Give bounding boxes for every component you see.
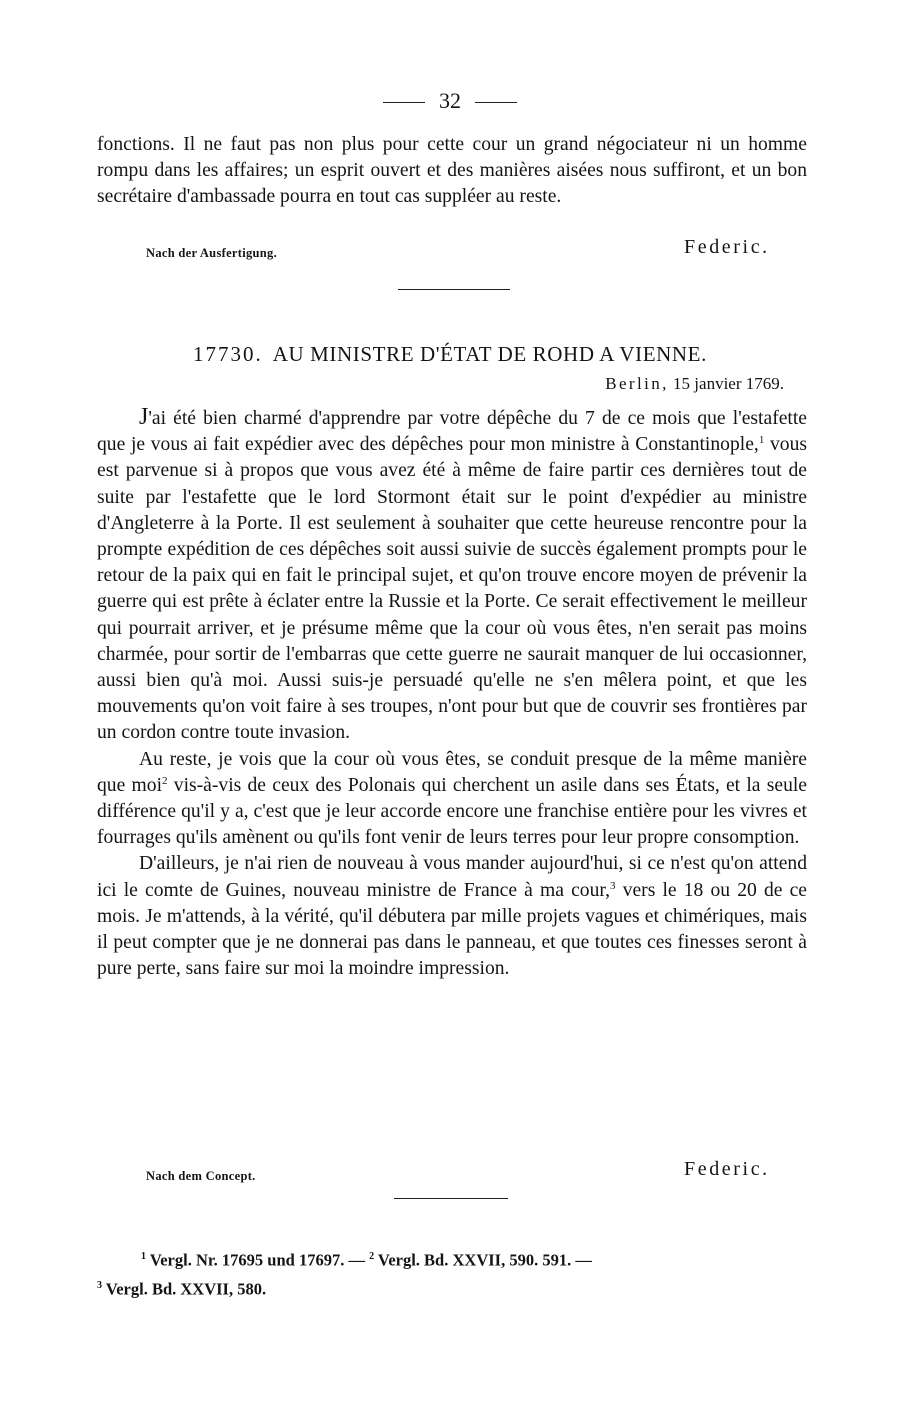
letter2-number: 17730. [193, 342, 263, 366]
letter2-body [97, 404, 807, 982]
letter1-closing-paragraph: fonctions. Il ne faut pas non plus pour cette cour un grand négociateur ni un homme rompu dans les affaires; un esprit ouvert et des manières aisées nous suffiront, et un bon secrétaire d'ambassade pourra en tout cas suppléer au reste. [97, 134, 807, 208]
footnote-3-text: Vergl. Bd. XXVII, 580. [102, 1279, 267, 1298]
separator-rule-1 [398, 289, 510, 290]
letter2-signature: Federic. [684, 1158, 770, 1180]
letter2-dateline [605, 374, 784, 394]
letter2-paragraph-3-part-1: D'ailleurs, je n'ai rien de nouveau à vous mander aujourd'hui, si ce n'est qu'on attend ici le comte de Guines, nouveau ministre de France à ma cour, [97, 853, 807, 901]
letter2-initial: J [139, 404, 149, 430]
page-number-dash-right [475, 102, 517, 103]
letter2-title: AU MINISTRE D'ÉTAT DE ROHD A VIENNE. [272, 342, 707, 366]
footnote-ref-2: 2 [162, 774, 168, 787]
separator-rule-2 [394, 1198, 508, 1199]
page-number-text: 32 [439, 88, 461, 113]
footnote-mark-3: 3 [97, 1279, 102, 1291]
letter2-paragraph-2 [97, 747, 807, 852]
letter2-paragraph-2-part-2: vis-à-vis de ceux des Polonais qui cherchent un asile dans ses États, et la seule différence qu'il y a, c'est que je leur accorde encore une franchise entière pour les vivres et fourrages qu'ils amènent ou qu'ils font venir de leurs terres pour leur propre consomption. [97, 774, 808, 849]
letter2-paragraph-1-part-2: vous est parvenue si à propos que vous avez été à même de faire partir ces dernières tout de suite par l'estafette que le lord Stormont était sur le point d'expédier au ministre d'Angleterre à la Porte. Il est seulement à souhaiter que cette heureuse rencontre pour la prompte expédition de ces dépêches soit aussi suivie de succès également prompts pour le retour de la paix qui en fait le principal sujet, et qu'on trouve encore moyen de prévenir la guerre qui est prête à éclater entre la Russie et la Porte. Ce serait effectivement le meilleur qui pourrait arriver, et je présume même que la cour où vous êtes, n'en serait pas moins charmée, pour sortir de l'embarras que cette guerre ne saurait manquer de lui occasionner, aussi bien qu'à moi. Aussi suis-je persuadé qu'elle ne s'en mêlera point, et que les mouvements qu'on voit faire à ses troupes, n'ont pour but que de couvrir ses frontières par un cordon contre toute invasion. [97, 434, 807, 744]
letter1-source-note: Nach der Ausfertigung. [146, 246, 278, 260]
letter2-heading [0, 342, 900, 367]
letter1-signature: Federic. [684, 236, 770, 258]
footnote-1-text: Vergl. Nr. 17695 und 17697. — [146, 1250, 370, 1270]
footnote-2-text: Vergl. Bd. XXVII, 590. 591. — [374, 1250, 592, 1270]
letter2-paragraph-2-part-1: Au reste, je vois que la cour où vous êtes, se conduit presque de la même manière que moi [97, 748, 807, 796]
letter2-paragraph-1-part-1: 'ai été bien charmé d'apprendre par votre dépêche du 7 de ce mois que l'estafette que je vous ai fait expédier avec des dépêches pour mon ministre à Constantinople, [97, 408, 807, 456]
footnotes [97, 1244, 807, 1301]
letter2-place: Berlin, [605, 374, 669, 393]
letter2-paragraph-3 [97, 851, 807, 982]
page-number [0, 88, 900, 114]
letter1-closing-block [97, 132, 807, 211]
page-number-dash-left [383, 102, 425, 103]
letter2-paragraph-3-part-2: vers le 18 ou 20 de ce mois. Je m'attends, à la vérité, qu'il débutera par mille projets vagues et chimériques, mais il peut compter que je ne donnerai pas dans le panneau, et que toutes ces finesses seront à pure perte, sans faire sur moi la moindre impression. [97, 879, 808, 980]
letter2-date: 15 janvier 1769. [673, 374, 784, 393]
letter2-paragraph-1 [97, 404, 807, 747]
footnote-mark-2: 2 [369, 1251, 375, 1262]
footnote-ref-3: 3 [610, 879, 616, 892]
footnote-mark-1: 1 [141, 1251, 146, 1262]
letter2-source-note: Nach dem Concept. [146, 1169, 256, 1183]
footnote-ref-1: 1 [758, 434, 765, 447]
